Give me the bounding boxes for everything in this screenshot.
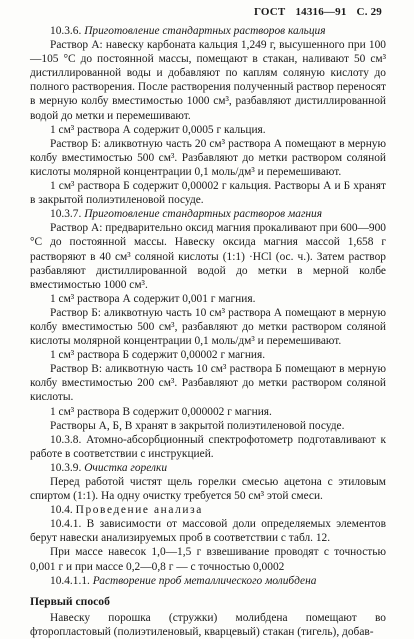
paragraph: Растворы А, Б, В хранят в закрытой полиэтиленовой посуде. [50,419,345,432]
paragraph: 1 см³ раствора Б содержит 0,00002 г кальция. Растворы А и Б хранят в закрытой полиэтиленовой посуде. [30,180,386,207]
paragraph: При массе навесок 1,0—1,5 г взвешивание проводят с точностью 0,001 г и при массе 0,2—0,8 г — с точностью 0,0002 [30,546,386,573]
section-title: Приготовление стандартных растворов кальция [84,25,326,37]
paragraph: Раствор А: навеску карбоната кальция 1,249 г, высушенного при 100—105 °С до постоянной массы, помещают в стакан, наливают 50 см³ дистиллированной воды и добавляют по каплям соляную кислоту до полного растворения. После растворения полученный раствор переносят в мерную колбу вместимостью 1000 см³, разбавляют дистиллированной водой до метки и перемешивают. [30,39,386,122]
section-heading [30,207,386,221]
page-header [30,6,386,24]
paragraph: 1 см³ раствора Б содержит 0,00002 г магния. [50,349,266,362]
paragraph: 1 см³ раствора В содержит 0,000002 г магния. [50,405,272,418]
paragraph: 1 см³ раствора А содержит 0,001 г магния. [50,292,256,305]
document-body [30,24,386,639]
page-number: С. 29 [356,6,382,18]
section-title: Проведение анализа [75,504,203,517]
section-number: 10.4. [50,504,73,517]
paragraph: Раствор Б: аликвотную часть 10 см³ раствора А помещают в мерную колбу вместимостью 500 см³, разбавляют до метки раствором соляной кислоты молярной концентрации 0,1 моль/дм³ и перемешивают. [30,306,386,348]
paragraph: Навеску порошка (стружки) молибдена помещают во фторопластовый (полиэтиленовый, кварцевый) стакан (тигель), добав- [30,611,386,638]
section-heading [30,461,386,475]
paragraph: Раствор А: предварительно оксид магния прокаливают при 600—900 °С до постоянной массы. Навеску оксида магния массой 1,658 г растворяют в 40 см³ соляной кислоты (1:1) ·HCl (ос. ч.). Затем раствор разбавляют дистиллированной водой до метки в мерной колбе вместимостью 1000 см³. [30,222,386,291]
paragraph: 10.4.1. В зависимости от массовой доли определяемых элементов берут навески анализируемых проб в соответствии с табл. 12. [30,518,386,545]
paragraph: Раствор В: аликвотную часть 10 см³ раствора Б помещают в мерную колбу вместимостью 200 см³. Разбавляют до метки раствором соляной кислоты. [30,363,386,404]
section-title: Очистка горелки [84,461,168,474]
section-heading [30,24,386,38]
section-title: Приготовление стандартных растворов магния [84,208,323,221]
section-number: 10.4.1.1. [50,574,90,587]
paragraph: 10.3.8. Атомно-абсорбционный спектрофотометр подготавливают к работе в соответствии с инструкцией. [30,433,386,460]
standard-number: 14316—91 [295,6,347,18]
standard-label: ГОСТ [253,6,286,18]
section-heading [30,574,386,588]
section-number: 10.3.9. [50,461,82,474]
section-number: 10.3.7. [50,208,82,221]
paragraph: Перед работой чистят щель горелки смесью ацетона с этиловым спиртом (1:1). На одну очистку требуется 50 см³ этой смеси. [30,476,386,503]
section-title: Растворение проб металлического молибдена [92,574,317,587]
paragraph: 1 см³ раствора А содержит 0,0005 г кальция. [50,123,266,136]
subheading: Первый способ [30,594,110,608]
section-number: 10.3.6. [50,25,82,37]
section-heading [30,503,386,517]
paragraph: Раствор Б: аликвотную часть 20 см³ раствора А помещают в мерную колбу вместимостью 500 см³. Разбавляют до метки раствором соляной кислоты молярной концентрации 0,1 моль/дм³ и перемешивают. [30,137,386,178]
